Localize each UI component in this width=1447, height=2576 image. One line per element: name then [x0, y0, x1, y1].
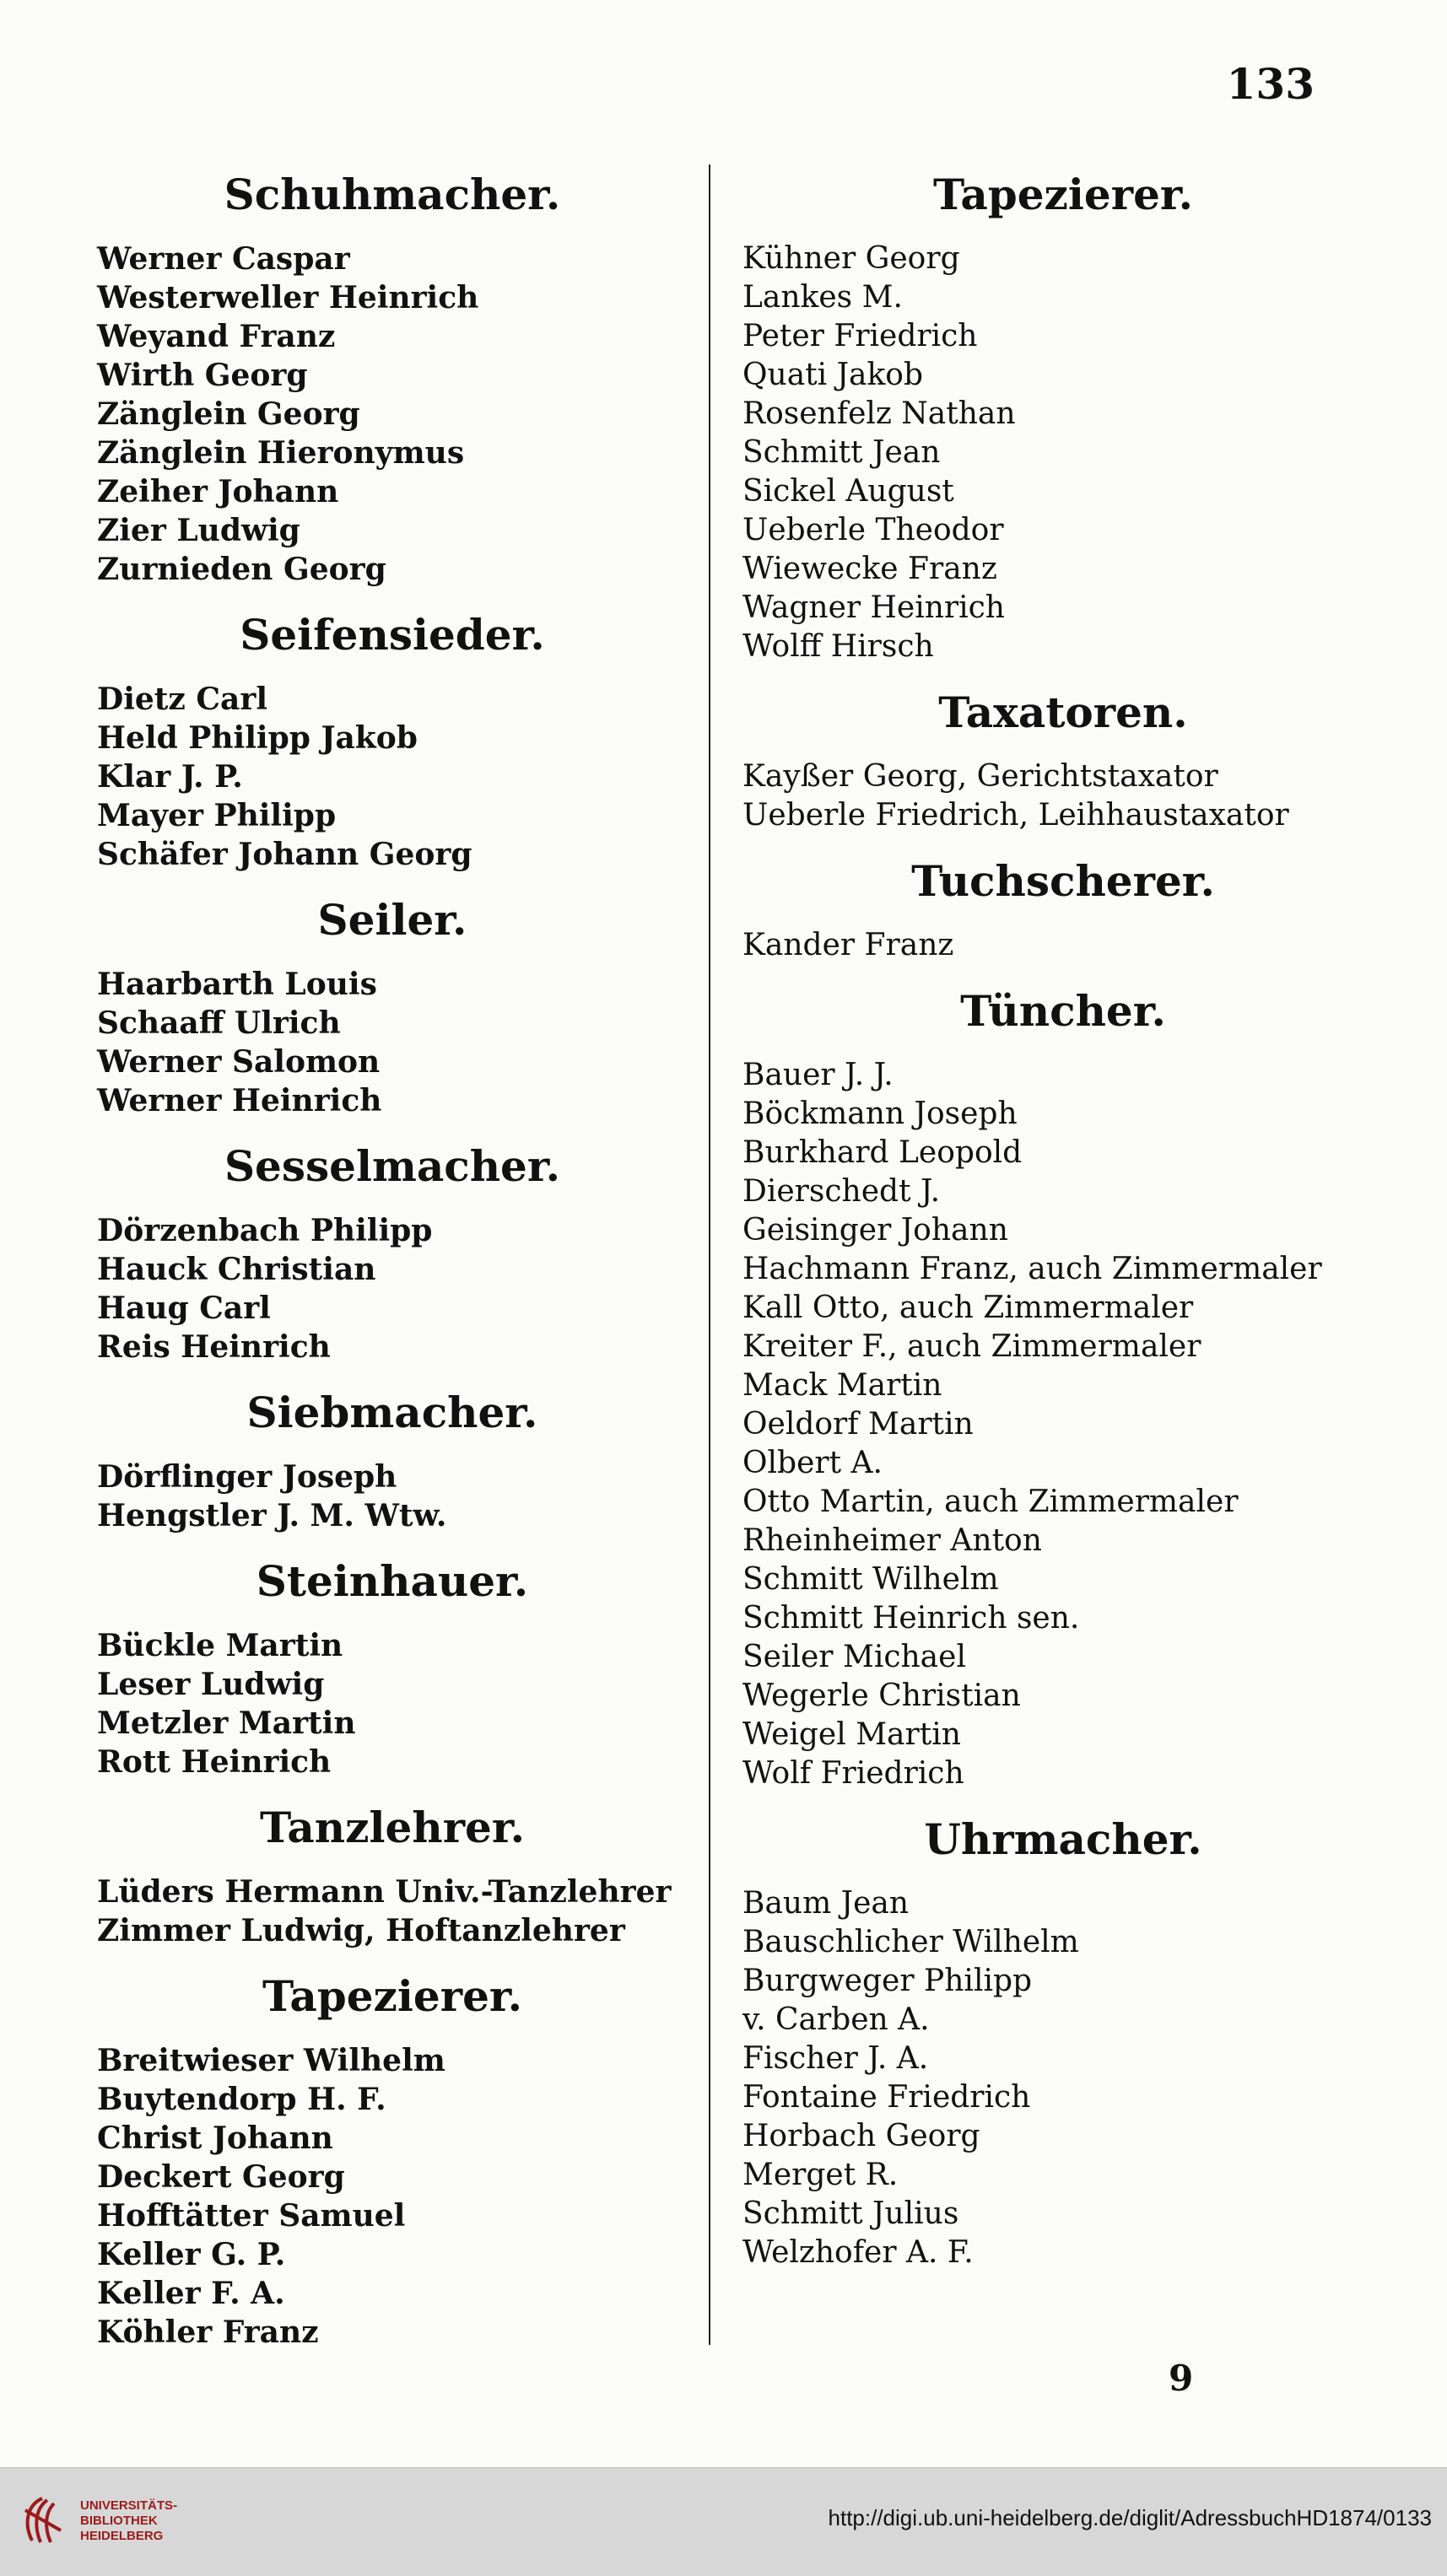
- section-gap: [97, 1950, 688, 1970]
- directory-entry: Lüders Hermann Univ.-Tanzlehrer: [97, 1874, 672, 1910]
- directory-section: [742, 855, 1384, 985]
- directory-entry: Keller F. A.: [97, 2276, 285, 2311]
- page-number: 133: [1226, 59, 1315, 109]
- directory-entry: Welzhofer A. F.: [742, 2235, 974, 2270]
- section-heading: Uhrmacher.: [924, 1814, 1202, 1864]
- section-heading: Taxatoren.: [938, 687, 1188, 737]
- directory-entry: v. Carben A.: [742, 2002, 930, 2037]
- directory-entry: Dierschedt J.: [742, 1174, 941, 1209]
- directory-entry: Lankes M.: [742, 280, 903, 315]
- directory-entry: Bückle Martin: [97, 1628, 343, 1663]
- directory-entry: Ueberle Theodor: [742, 513, 1004, 547]
- directory-entry: Wolf Friedrich: [742, 1756, 964, 1791]
- directory-entry: Wirth Georg: [97, 358, 308, 393]
- directory-entry: Weigel Martin: [742, 1717, 961, 1752]
- directory-entry: Dietz Carl: [97, 682, 268, 717]
- directory-entry: Mayer Philipp: [97, 798, 337, 833]
- directory-entry: Hofftätter Samuel: [97, 2198, 406, 2234]
- directory-entry: Sickel August: [742, 474, 954, 509]
- directory-entry: Kall Otto, auch Zimmermaler: [742, 1291, 1194, 1325]
- section-heading: Tapezierer.: [932, 170, 1194, 219]
- section-gap: [742, 835, 1384, 855]
- directory-entry: Westerweller Heinrich: [97, 280, 479, 315]
- library-name-line: UNIVERSITÄTS-: [80, 2498, 178, 2513]
- section-heading: Siebmacher.: [246, 1388, 538, 1437]
- section-gap: [97, 1120, 688, 1140]
- directory-section: [97, 1555, 688, 1802]
- section-gap: [742, 1793, 1384, 1813]
- directory-entry: Wiewecke Franz: [742, 552, 997, 586]
- directory-section: [97, 894, 688, 1140]
- entry-list: [97, 1458, 688, 1535]
- entry-list: [97, 1873, 688, 1950]
- directory-entry: Zeiher Johann: [97, 474, 339, 509]
- directory-entry: Zimmer Ludwig, Hoftanzlehrer: [97, 1913, 625, 1948]
- directory-entry: Christ Johann: [97, 2121, 333, 2156]
- directory-entry: Bauer J. J.: [742, 1058, 894, 1092]
- permalink-url[interactable]: http://digi.ub.uni-heidelberg.de/diglit/AdressbuchHD1874/0133: [828, 2505, 1432, 2530]
- directory-entry: Deckert Georg: [97, 2159, 345, 2195]
- directory-entry: Zier Ludwig: [97, 513, 300, 548]
- directory-entry: Hauck Christian: [97, 1252, 376, 1287]
- directory-entry: Leser Ludwig: [97, 1667, 325, 1702]
- directory-entry: Burgweger Philipp: [742, 1964, 1033, 1998]
- section-heading: Steinhauer.: [256, 1556, 529, 1606]
- directory-entry: Wagner Heinrich: [742, 590, 1005, 625]
- directory-entry: Böckmann Joseph: [742, 1097, 1018, 1131]
- directory-entry: Wolff Hirsch: [742, 629, 934, 664]
- directory-entry: Oeldorf Martin: [742, 1407, 974, 1442]
- directory-entry: Rheinheimer Anton: [742, 1523, 1042, 1558]
- section-heading: Tuchscherer.: [911, 856, 1215, 906]
- directory-entry: Klar J. P.: [97, 759, 243, 795]
- left-column: [97, 169, 688, 2372]
- section-gap: [97, 589, 688, 609]
- directory-entry: Kühner Georg: [742, 241, 960, 276]
- directory-entry: Horbach Georg: [742, 2119, 980, 2153]
- directory-entry: Geisinger Johann: [742, 1213, 1008, 1248]
- directory-entry: Keller G. P.: [97, 2237, 286, 2272]
- directory-entry: Weyand Franz: [97, 319, 336, 354]
- directory-entry: Olbert A.: [742, 1446, 883, 1480]
- entry-list: [97, 965, 688, 1120]
- directory-entry: Ueberle Friedrich, Leihhaustaxator: [742, 798, 1289, 833]
- directory-section: [742, 687, 1384, 855]
- directory-entry: Fontaine Friedrich: [742, 2080, 1031, 2115]
- directory-entry: Schmitt Jean: [742, 435, 941, 470]
- directory-entry: Hengstler J. M. Wtw.: [97, 1498, 447, 1533]
- directory-section: [97, 1140, 688, 1387]
- directory-entry: Kreiter F., auch Zimmermaler: [742, 1329, 1201, 1364]
- directory-entry: Zänglein Georg: [97, 396, 360, 432]
- directory-entry: Burkhard Leopold: [742, 1135, 1023, 1170]
- section-heading: Sesselmacher.: [224, 1141, 561, 1191]
- directory-entry: Haarbarth Louis: [97, 967, 377, 1002]
- library-name-line: BIBLIOTHEK: [80, 2514, 158, 2528]
- directory-entry: Breitwieser Wilhelm: [97, 2043, 445, 2078]
- directory-entry: Werner Heinrich: [97, 1083, 382, 1118]
- directory-section: [97, 609, 688, 894]
- library-name-line: HEIDELBERG: [80, 2529, 164, 2543]
- signature-mark: 9: [1169, 2358, 1194, 2399]
- entry-list: [97, 2041, 688, 2352]
- directory-entry: Werner Salomon: [97, 1044, 381, 1080]
- viewer-footer: [0, 2467, 1447, 2576]
- directory-entry: Quati Jakob: [742, 358, 924, 392]
- section-gap: [742, 2272, 1384, 2293]
- directory-entry: Schäfer Johann Georg: [97, 837, 472, 872]
- directory-entry: Dörzenbach Philipp: [97, 1213, 433, 1248]
- entry-list: [742, 1884, 1384, 2272]
- directory-entry: Fischer J. A.: [742, 2041, 929, 2076]
- section-heading: Tüncher.: [960, 986, 1166, 1036]
- directory-entry: Werner Caspar: [97, 241, 350, 277]
- directory-entry: Held Philipp Jakob: [97, 720, 418, 756]
- entry-list: [97, 680, 688, 874]
- directory-entry: Reis Heinrich: [97, 1329, 331, 1365]
- section-heading: Tanzlehrer.: [259, 1803, 526, 1852]
- directory-entry: Schaaff Ulrich: [97, 1005, 341, 1041]
- directory-entry: Bauschlicher Wilhelm: [742, 1925, 1079, 1959]
- section-heading: Tapezierer.: [262, 1971, 523, 2021]
- section-gap: [97, 2352, 688, 2372]
- directory-entry: Otto Martin, auch Zimmermaler: [742, 1485, 1239, 1519]
- directory-entry: Hachmann Franz, auch Zimmermaler: [742, 1252, 1322, 1286]
- section-gap: [742, 965, 1384, 985]
- directory-entry: Schmitt Heinrich sen.: [742, 1601, 1080, 1636]
- directory-entry: Seiler Michael: [742, 1640, 966, 1674]
- section-gap: [97, 1781, 688, 1802]
- directory-entry: Merget R.: [742, 2158, 899, 2192]
- column-divider: [709, 164, 710, 2345]
- section-gap: [97, 874, 688, 894]
- entry-list: [97, 1211, 688, 1366]
- directory-entry: Kander Franz: [742, 928, 954, 962]
- entry-list: [742, 1056, 1384, 1793]
- section-heading: Schuhmacher.: [224, 170, 561, 219]
- directory-entry: Schmitt Julius: [742, 2196, 959, 2231]
- directory-entry: Schmitt Wilhelm: [742, 1562, 999, 1597]
- university-library-seal-icon: [17, 2493, 67, 2547]
- section-gap: [97, 1366, 688, 1387]
- section-heading: Seifensieder.: [240, 610, 545, 660]
- directory-entry: Dörflinger Joseph: [97, 1459, 397, 1495]
- directory-section: [742, 985, 1384, 1813]
- directory-entry: Mack Martin: [742, 1368, 942, 1403]
- entry-list: [742, 240, 1384, 666]
- directory-entry: Haug Carl: [97, 1291, 271, 1326]
- directory-section: [97, 169, 688, 609]
- directory-section: [97, 1970, 688, 2372]
- section-gap: [97, 1535, 688, 1555]
- directory-entry: Metzler Martin: [97, 1706, 356, 1741]
- section-gap: [742, 666, 1384, 687]
- right-column: [742, 169, 1384, 2293]
- directory-entry: Buytendorp H. F.: [97, 2082, 386, 2117]
- directory-section: [97, 1802, 688, 1970]
- directory-section: [97, 1387, 688, 1555]
- directory-section: [742, 1813, 1384, 2293]
- directory-entry: Rott Heinrich: [97, 1744, 332, 1780]
- directory-entry: Rosenfelz Nathan: [742, 396, 1016, 431]
- entry-list: [97, 1626, 688, 1781]
- entry-list: [742, 757, 1384, 835]
- directory-entry: Köhler Franz: [97, 2315, 319, 2350]
- directory-section: [742, 169, 1384, 687]
- directory-entry: Wegerle Christian: [742, 1679, 1021, 1713]
- section-heading: Seiler.: [317, 895, 467, 945]
- directory-entry: Kayßer Georg, Gerichtstaxator: [742, 759, 1218, 794]
- library-name: [80, 2498, 177, 2544]
- directory-entry: Baum Jean: [742, 1886, 910, 1921]
- entry-list: [742, 926, 1384, 965]
- directory-entry: Zänglein Hieronymus: [97, 435, 465, 471]
- entry-list: [97, 240, 688, 589]
- directory-entry: Zurnieden Georg: [97, 552, 386, 587]
- directory-entry: Peter Friedrich: [742, 319, 978, 353]
